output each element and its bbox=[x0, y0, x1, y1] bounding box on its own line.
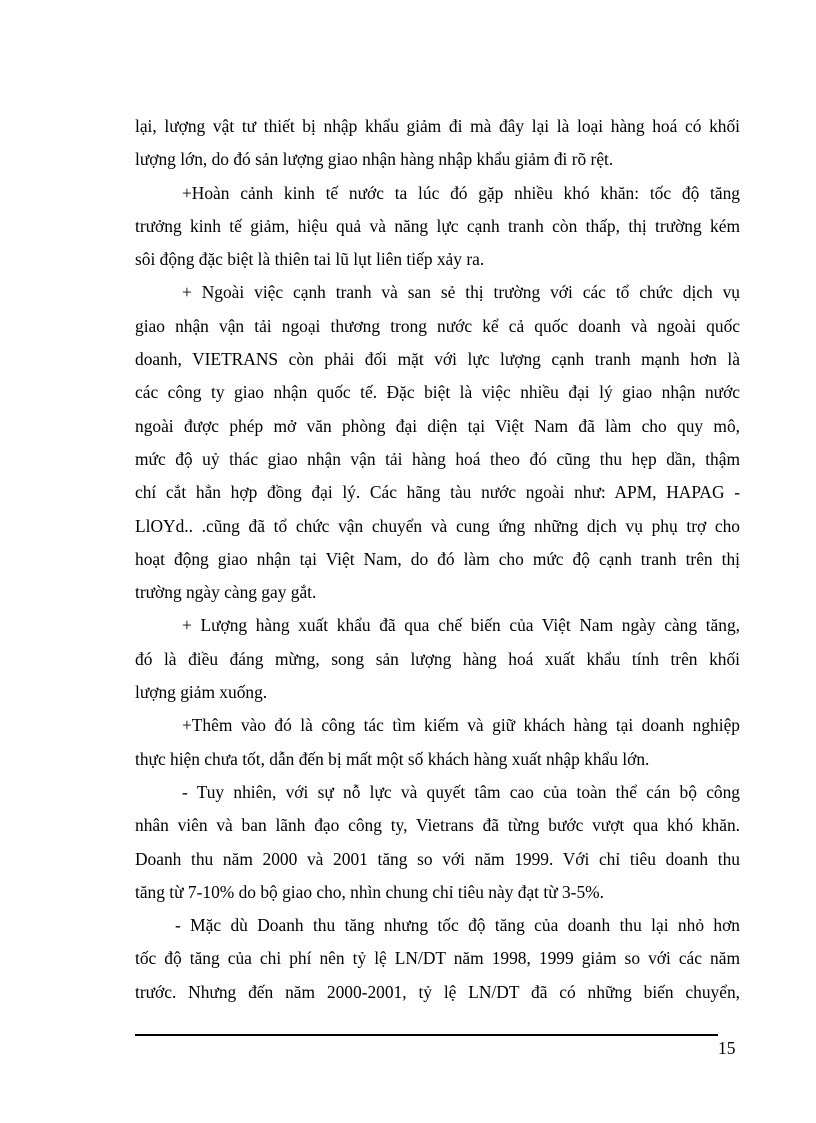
paragraph-5 bbox=[135, 709, 740, 776]
text-line: trưởng kinh tế giảm, hiệu quả và năng lực cạnh tranh còn thấp, thị trường kém bbox=[135, 215, 740, 236]
text-line: +Thêm vào đó là công tác tìm kiếm và giữ khách hàng tại doanh nghiệp bbox=[182, 715, 740, 736]
text-line: mức độ uỷ thác giao nhận vận tải hàng hoá theo đó cũng thu hẹp dần, thậm bbox=[135, 448, 740, 469]
paragraph-2 bbox=[135, 177, 740, 277]
paragraph-7 bbox=[135, 909, 740, 1009]
text-line: hoạt động giao nhận tại Việt Nam, do đó làm cho mức độ cạnh tranh trên thị bbox=[135, 548, 740, 569]
text-line: các công ty giao nhận quốc tế. Đặc biệt là việc nhiều đại lý giao nhận nước bbox=[135, 382, 740, 403]
text-line: LlOYd.. .cũng đã tổ chức vận chuyển và cung ứng những dịch vụ phụ trợ cho bbox=[135, 515, 740, 536]
text-line: ngoài được phép mở văn phòng đại diện tại Việt Nam đã làm cho quy mô, bbox=[135, 415, 740, 436]
text-line: lượng giảm xuống. bbox=[135, 682, 268, 703]
text-line: sôi động đặc biệt là thiên tai lũ lụt liên tiếp xảy ra. bbox=[135, 249, 485, 270]
text-line: giao nhận vận tải ngoại thương trong nước kể cả quốc doanh và ngoài quốc bbox=[135, 315, 740, 336]
text-line: lượng lớn, do đó sản lượng giao nhận hàng nhập khẩu giảm đi rõ rệt. bbox=[135, 149, 614, 170]
text-line: tốc độ tăng của chi phí nên tỷ lệ LN/DT năm 1998, 1999 giảm so với các năm bbox=[135, 948, 740, 969]
footer-rule bbox=[135, 1034, 718, 1036]
paragraph-4 bbox=[135, 609, 740, 709]
paragraph-6 bbox=[135, 776, 740, 909]
text-line: - Mặc dù Doanh thu tăng nhưng tốc độ tăng của doanh thu lại nhỏ hơn bbox=[175, 915, 740, 936]
text-line: chí cắt hẳn hợp đồng đại lý. Các hãng tàu nước ngoài như: APM, HAPAG - bbox=[135, 482, 740, 503]
text-line: + Lượng hàng xuất khẩu đã qua chế biến của Việt Nam ngày càng tăng, bbox=[182, 615, 740, 636]
text-line: thực hiện chưa tốt, dẫn đến bị mất một số khách hàng xuất nhập khẩu lớn. bbox=[135, 748, 650, 769]
page-number: 15 bbox=[718, 1038, 736, 1058]
text-line: trường ngày càng gay gắt. bbox=[135, 582, 317, 603]
paragraph-3 bbox=[135, 276, 740, 609]
text-line: tăng từ 7-10% do bộ giao cho, nhìn chung chỉ tiêu này đạt từ 3-5%. bbox=[135, 881, 604, 902]
text-line: doanh, VIETRANS còn phải đối mặt với lực lượng cạnh tranh mạnh hơn là bbox=[135, 349, 740, 370]
text-line: +Hoàn cảnh kinh tế nước ta lúc đó gặp nhiều khó khăn: tốc độ tăng bbox=[182, 182, 740, 203]
text-line: nhân viên và ban lãnh đạo công ty, Vietrans đã từng bước vượt qua khó khăn. bbox=[135, 815, 740, 836]
paragraph-1 bbox=[135, 110, 740, 177]
text-line: - Tuy nhiên, với sự nỗ lực và quyết tâm cao của toàn thể cán bộ công bbox=[182, 781, 740, 802]
text-line: trước. Nhưng đến năm 2000-2001, tỷ lệ LN/DT đã có những biến chuyển, bbox=[135, 981, 740, 1002]
text-line: + Ngoài việc cạnh tranh và san sẻ thị trường với các tổ chức dịch vụ bbox=[182, 282, 740, 303]
text-line: lại, lượng vật tư thiết bị nhập khẩu giảm đi mà đây lại là loại hàng hoá có khối bbox=[135, 116, 740, 136]
document-body bbox=[135, 110, 740, 1009]
text-line: đó là điều đáng mừng, song sản lượng hàng hoá xuất khẩu tính trên khối bbox=[135, 648, 740, 669]
text-line: Doanh thu năm 2000 và 2001 tăng so với năm 1999. Với chỉ tiêu doanh thu bbox=[135, 848, 740, 869]
